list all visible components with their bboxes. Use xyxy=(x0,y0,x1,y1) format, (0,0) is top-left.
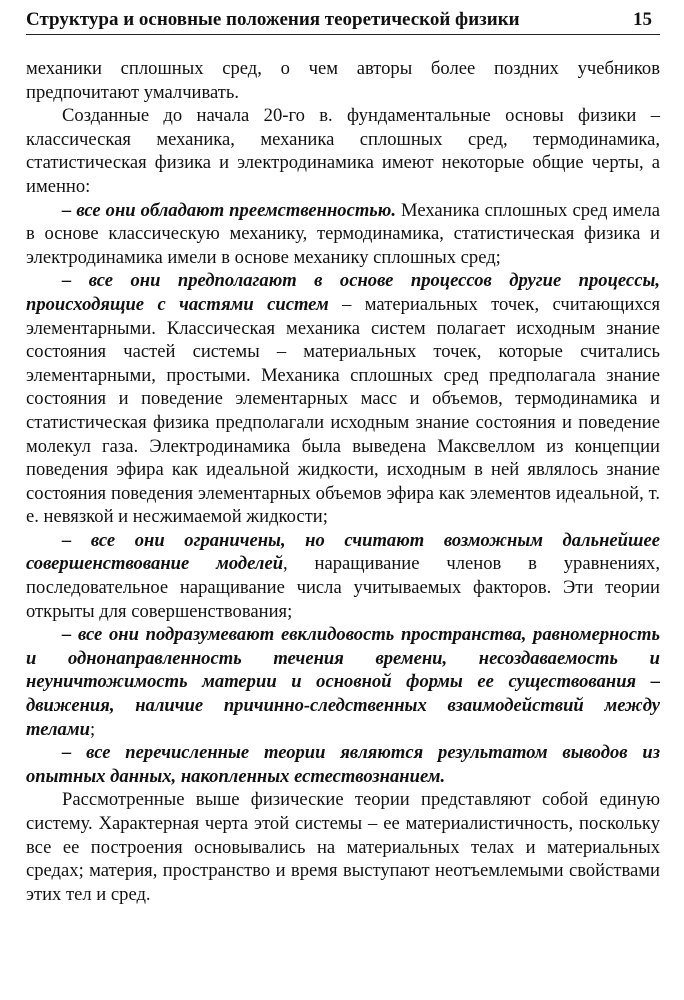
emphasis-text: – все они ограничены, но считают возможным дальнейшее совершенствование моделей xyxy=(26,529,660,575)
plain-text: ; xyxy=(89,718,96,740)
plain-text: – материальных точек, считающихся элементарными. Классическая механика систем полагает исходным знание состояния частей системы – материальных точек, которые считались элементарными, простыми. Механика сплошных сред предполагала знание состояния и поведение элементарных масс и объемов, термодинамика и статистическая физика предполагали исходным знание состояния и поведение молекул газа. Электродинамика была выведена Максвеллом из концепции поведения эфира как идеальной жидкости, исходным в ней являлось знание состояния поведения элементарных объемов эфира как элементов идеальной, т. е. невязкой и несжимаемой жидкости; xyxy=(26,293,661,528)
body-text xyxy=(26,57,660,906)
paragraph-conclusion: Рассмотренные выше физические теории представляют собой единую систему. Характерная черта этой системы – ее материалистичность, поскольку все ее построения основывались на материальных телах и материальных средах; материя, пространство и время выступают неотъемлемыми свойствами этих тел и сред. xyxy=(26,789,660,905)
list-item-limited xyxy=(26,529,660,623)
emphasis-text: – все они подразумевают евклидовость пространства, равномерность и однонаправленность течения времени, несоздаваемость и неуничтожимость материи и основной формы ее существования – движения, наличие причинно-следственных взаимодействий между телами xyxy=(26,624,660,740)
page-number: 15 xyxy=(633,9,652,30)
emphasis-text: – все они обладают преемственностью. xyxy=(62,199,397,221)
running-header-title: Структура и основные положения теоретической физики xyxy=(26,9,520,30)
running-header xyxy=(26,8,660,35)
plain-text: Механика сплошных сред имела в основе классическую механику, термодинамика, статистическая физика и электродинамика имели в основе механику сплошных сред; xyxy=(26,199,660,268)
paragraph-2: Созданные до начала 20-го в. фундаментальные основы физики – классическая механика, механика сплошных сред, термодинамика, статистическая физика и электродинамика имеют некоторые общие черты, а именно: xyxy=(26,105,660,197)
emphasis-text: – все они предполагают в основе процессов другие процессы, происходящие с частями систем xyxy=(26,270,660,315)
list-item-succession xyxy=(26,199,660,270)
emphasis-text: – все перечисленные теории являются результатом выводов из опытных данных, накопленных естествознанием. xyxy=(26,742,660,787)
paragraph-1: механики сплошных сред, о чем авторы более поздних учебников предпочитают умалчивать. xyxy=(26,58,660,103)
list-item-euclidean xyxy=(26,623,660,741)
book-page xyxy=(26,8,660,906)
list-item-subprocesses xyxy=(26,269,660,529)
list-item-empirical xyxy=(26,741,660,788)
plain-text: , наращивание членов в уравнениях, последовательное наращивание числа учитываемых факторов. Эти теории открыты для совершенствования; xyxy=(26,553,660,622)
